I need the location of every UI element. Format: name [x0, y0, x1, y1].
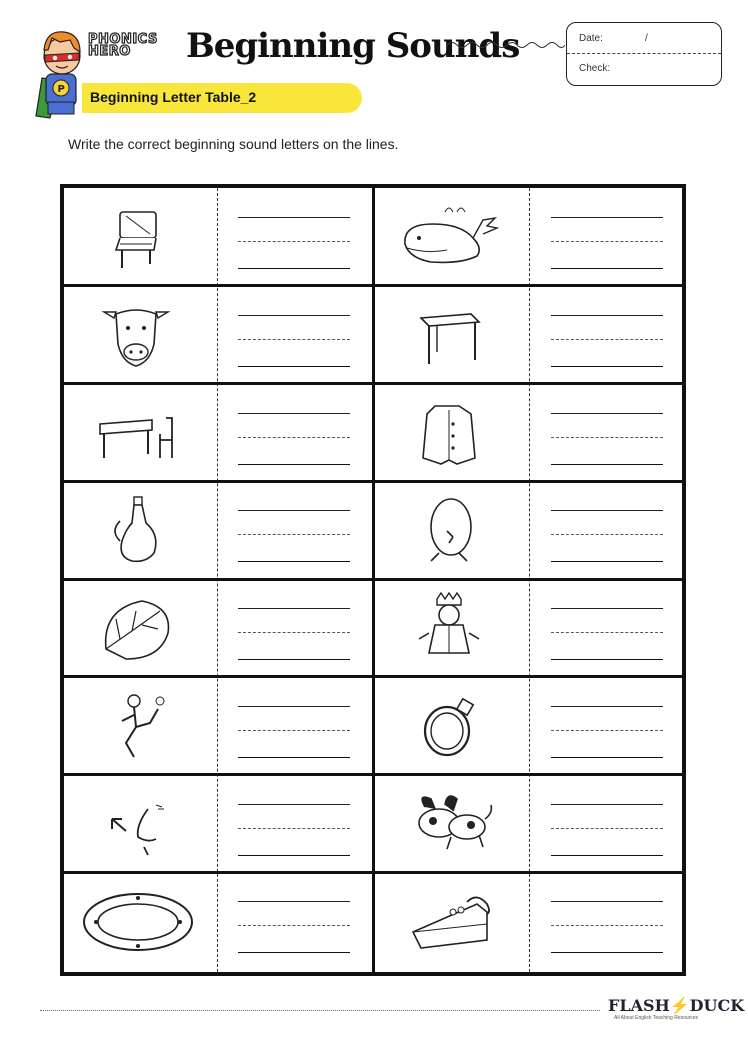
- stool-icon: [387, 296, 517, 373]
- datebox-divider: [567, 53, 721, 54]
- date-separator: /: [645, 33, 648, 44]
- dog-icon: [387, 785, 517, 862]
- flashduck-logo: FLASH⚡DUCK: [608, 996, 745, 1015]
- row-divider: [375, 284, 682, 287]
- phonics-hero-logo: [88, 34, 158, 58]
- oil-bottle-icon: [76, 491, 206, 568]
- svg-text:P: P: [57, 84, 65, 95]
- coat-icon: [387, 394, 517, 471]
- subtitle-banner: [82, 83, 362, 113]
- cow-icon: [76, 296, 206, 373]
- row-divider: [64, 773, 372, 776]
- row-divider: [375, 480, 682, 483]
- row-divider: [375, 382, 682, 385]
- logo-line2: HERO: [88, 44, 131, 59]
- ring-icon: [387, 687, 517, 764]
- leaf-icon: [76, 589, 206, 666]
- wavy-divider-icon: [447, 38, 565, 52]
- row-divider: [375, 773, 682, 776]
- date-check-box: [566, 22, 722, 86]
- row-divider: [64, 871, 372, 874]
- oval-frame-icon: [76, 882, 206, 959]
- page-title: Beginning Sounds: [186, 26, 520, 66]
- kick-icon: [76, 687, 206, 764]
- brand-tagline: All About English Teaching Resources: [614, 1015, 699, 1021]
- king-icon: [387, 589, 517, 666]
- subtitle: Beginning Letter Table_2: [90, 89, 257, 105]
- row-divider: [64, 480, 372, 483]
- logo-line1: PHONICS: [88, 32, 158, 47]
- right-column: [375, 188, 682, 972]
- footer-divider: [40, 1010, 600, 1011]
- whale-icon: [387, 198, 517, 275]
- row-divider: [375, 871, 682, 874]
- row-divider: [375, 578, 682, 581]
- piano-icon: [76, 198, 206, 275]
- row-divider: [64, 284, 372, 287]
- check-label: Check:: [579, 63, 611, 74]
- nose-icon: [76, 785, 206, 862]
- brand-left: FLASH: [608, 996, 670, 1015]
- row-divider: [64, 578, 372, 581]
- pie-icon: [387, 882, 517, 959]
- egg-icon: [387, 491, 517, 568]
- row-divider: [64, 382, 372, 385]
- row-divider: [375, 675, 682, 678]
- instructions: Write the correct beginning sound letters on the lines.: [68, 136, 399, 152]
- left-column: [64, 188, 372, 972]
- worksheet-table: [60, 184, 686, 976]
- brand-right: DUCK: [689, 996, 745, 1015]
- desk-icon: [76, 394, 206, 471]
- date-label: Date:: [579, 33, 603, 44]
- row-divider: [64, 675, 372, 678]
